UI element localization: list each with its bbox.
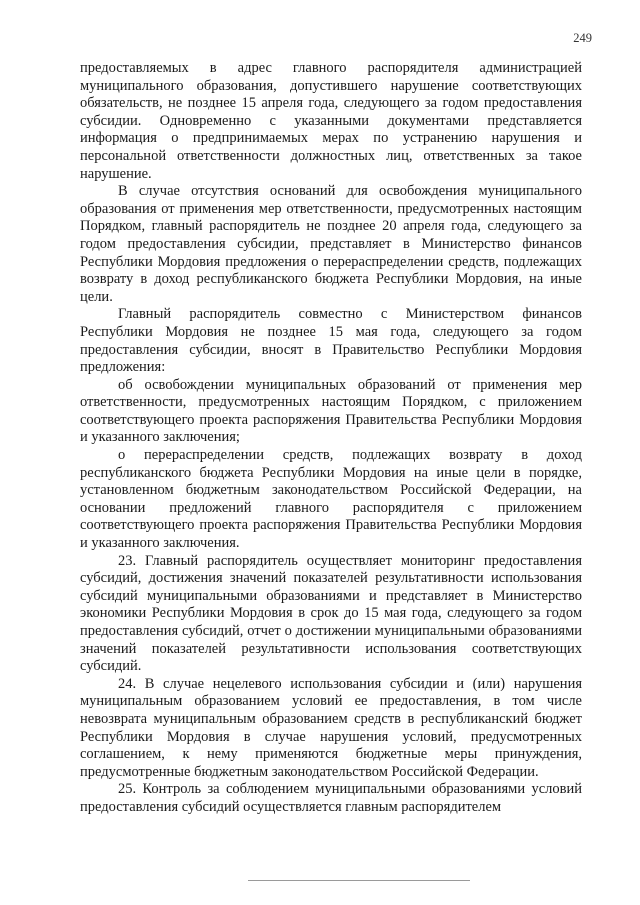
paragraph-24-coercion: 24. В случае нецелевого использования субсидии и (или) нарушения муниципальным образованием условий ее предоставления, в том числе невозврата муниципальным образованием средств в республиканский бюджет Республики Мордовия в случае нарушения условий, предусмотренных соглашением, к нему применяются бюджетные меры принуждения, предусмотренные бюджетным законодательством Российской Федерации.: [80, 675, 582, 780]
paragraph-no-exemption: В случае отсутствия оснований для освобождения муниципального образования от применения мер ответственности, предусмотренных настоящим Порядком, главный распорядитель не позднее 20 апреля года, следующего за годом предоставления субсидии, представляет в Министерство финансов Республики Мордовия предложения о перераспределении средств, подлежащих возврату в доход республиканского бюджета Республики Мордовия, на иные цели.: [80, 183, 582, 305]
paragraph-23-monitoring: 23. Главный распорядитель осуществляет мониторинг предоставления субсидий, достижения значений показателей результативности использования субсидий муниципальными образованиями и представляет в Министерство экономики Республики Мордовия в срок до 15 мая года, следующего за годом предоставления субсидий, отчет о достижении муниципальными образованиями значений показателей результативности использования соответствующих субсидий.: [80, 552, 582, 675]
paragraph-redistribution-item: о перераспределении средств, подлежащих возврату в доход республиканского бюджета Республики Мордовия на иные цели в порядке, установленном бюджетным законодательством Российской Федерации, на основании предложений главного распорядителя с приложением соответствующего проекта распоряжения Правительства Республики Мордовия и указанного заключения.: [80, 447, 582, 552]
paragraph-exemption-item: об освобождении муниципальных образований от применения мер ответственности, предусмотренных настоящим Порядком, с приложением соответствующего проекта распоряжения Правительства Республики Мордовия и указанного заключения;: [80, 376, 582, 446]
paragraph-25-control: 25. Контроль за соблюдением муниципальными образованиями условий предоставления субсидий осуществляется главным распорядителем: [80, 781, 582, 815]
scan-edge-line: [248, 880, 470, 881]
paragraph-continuation: предоставляемых в адрес главного распорядителя администрацией муниципального образования, допустившего нарушение соответствующих обязательств, не позднее 15 апреля года, следующего за годом предоставления субсидии. Одновременно с указанными документами представляется информация о предпринимаемых мерах по устранению нарушения и персональной ответственности должностных лиц, ответственных за такое нарушение.: [80, 60, 582, 182]
paragraph-joint-proposals: Главный распорядитель совместно с Министерством финансов Республики Мордовия не позднее 15 мая года, следующего за годом предоставления субсидии, вносят в Правительство Республики Мордовия предложения:: [80, 306, 582, 376]
document-body: [80, 60, 582, 817]
page-number: 249: [573, 31, 592, 45]
